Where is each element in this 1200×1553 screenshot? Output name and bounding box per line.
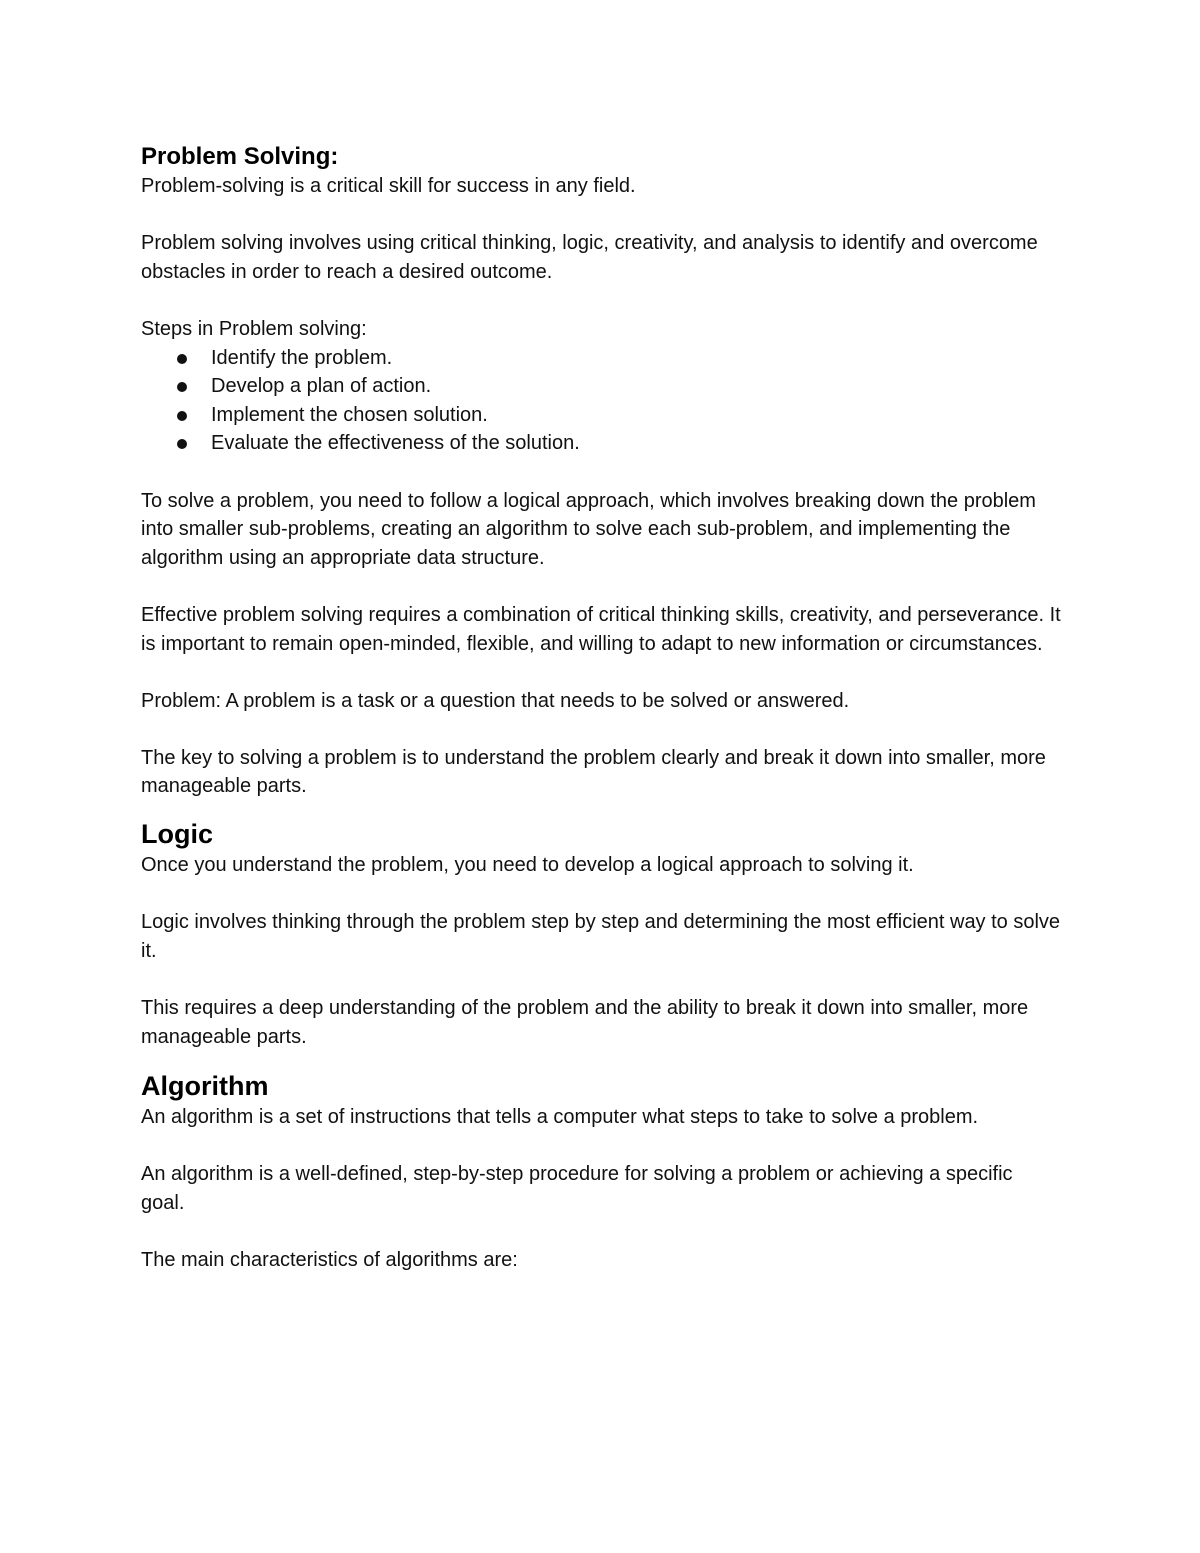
section-algorithm bbox=[141, 1069, 1061, 1275]
list-item-text: Implement the chosen solution. bbox=[211, 403, 488, 426]
paragraph: An algorithm is a set of instructions that tells a computer what steps to take to solve a problem. bbox=[141, 1106, 979, 1129]
list-item bbox=[141, 344, 1061, 373]
paragraph: To solve a problem, you need to follow a logical approach, which involves breaking down the problem into smaller sub-problems, creating an algorithm to solve each sub-problem, and implementing the algorithm using an appropriate data structure. bbox=[141, 489, 1036, 569]
list-item-text: Evaluate the effectiveness of the solution. bbox=[211, 432, 580, 455]
bullet-icon bbox=[177, 382, 187, 392]
heading-problem-solving: Problem Solving: bbox=[141, 143, 339, 170]
paragraph: Logic involves thinking through the problem step by step and determining the most efficient way to solve it. bbox=[141, 911, 1061, 962]
section-logic bbox=[141, 817, 1061, 1051]
paragraph: Effective problem solving requires a combination of critical thinking skills, creativity, and perseverance. It is important to remain open-minded, flexible, and willing to adapt to new information or circumstances. bbox=[141, 603, 1061, 655]
bullet-icon bbox=[177, 354, 187, 364]
list-item bbox=[141, 401, 1061, 430]
section-problem-solving bbox=[141, 142, 1061, 801]
paragraph: Problem-solving is a critical skill for success in any field. bbox=[141, 175, 636, 197]
paragraph: Once you understand the problem, you need to develop a logical approach to solving it. bbox=[141, 854, 914, 877]
heading-algorithm: Algorithm bbox=[141, 1071, 269, 1102]
paragraph: An algorithm is a well-defined, step-by-step procedure for solving a problem or achieving a specific goal. bbox=[141, 1163, 1013, 1214]
list-item-text: Identify the problem. bbox=[211, 346, 393, 369]
bullet-icon bbox=[177, 411, 187, 421]
list-item bbox=[141, 429, 1061, 458]
steps-title: Steps in Problem solving: bbox=[141, 317, 367, 340]
paragraph: The main characteristics of algorithms are: bbox=[141, 1249, 518, 1272]
list-item bbox=[141, 372, 1061, 401]
paragraph: Problem: A problem is a task or a question that needs to be solved or answered. bbox=[141, 689, 850, 712]
bullet-icon bbox=[177, 439, 187, 449]
list-item-text: Develop a plan of action. bbox=[211, 375, 432, 398]
heading-logic: Logic bbox=[141, 819, 213, 850]
document-page bbox=[141, 142, 1061, 1275]
paragraph: The key to solving a problem is to understand the problem clearly and break it down into smaller, more manageable parts. bbox=[141, 746, 1046, 798]
paragraph: Problem solving involves using critical thinking, logic, creativity, and analysis to identify and overcome obstacles in order to reach a desired outcome. bbox=[141, 232, 1038, 283]
paragraph: This requires a deep understanding of the problem and the ability to break it down into smaller, more manageable parts. bbox=[141, 997, 1029, 1048]
steps-list bbox=[141, 344, 1061, 458]
